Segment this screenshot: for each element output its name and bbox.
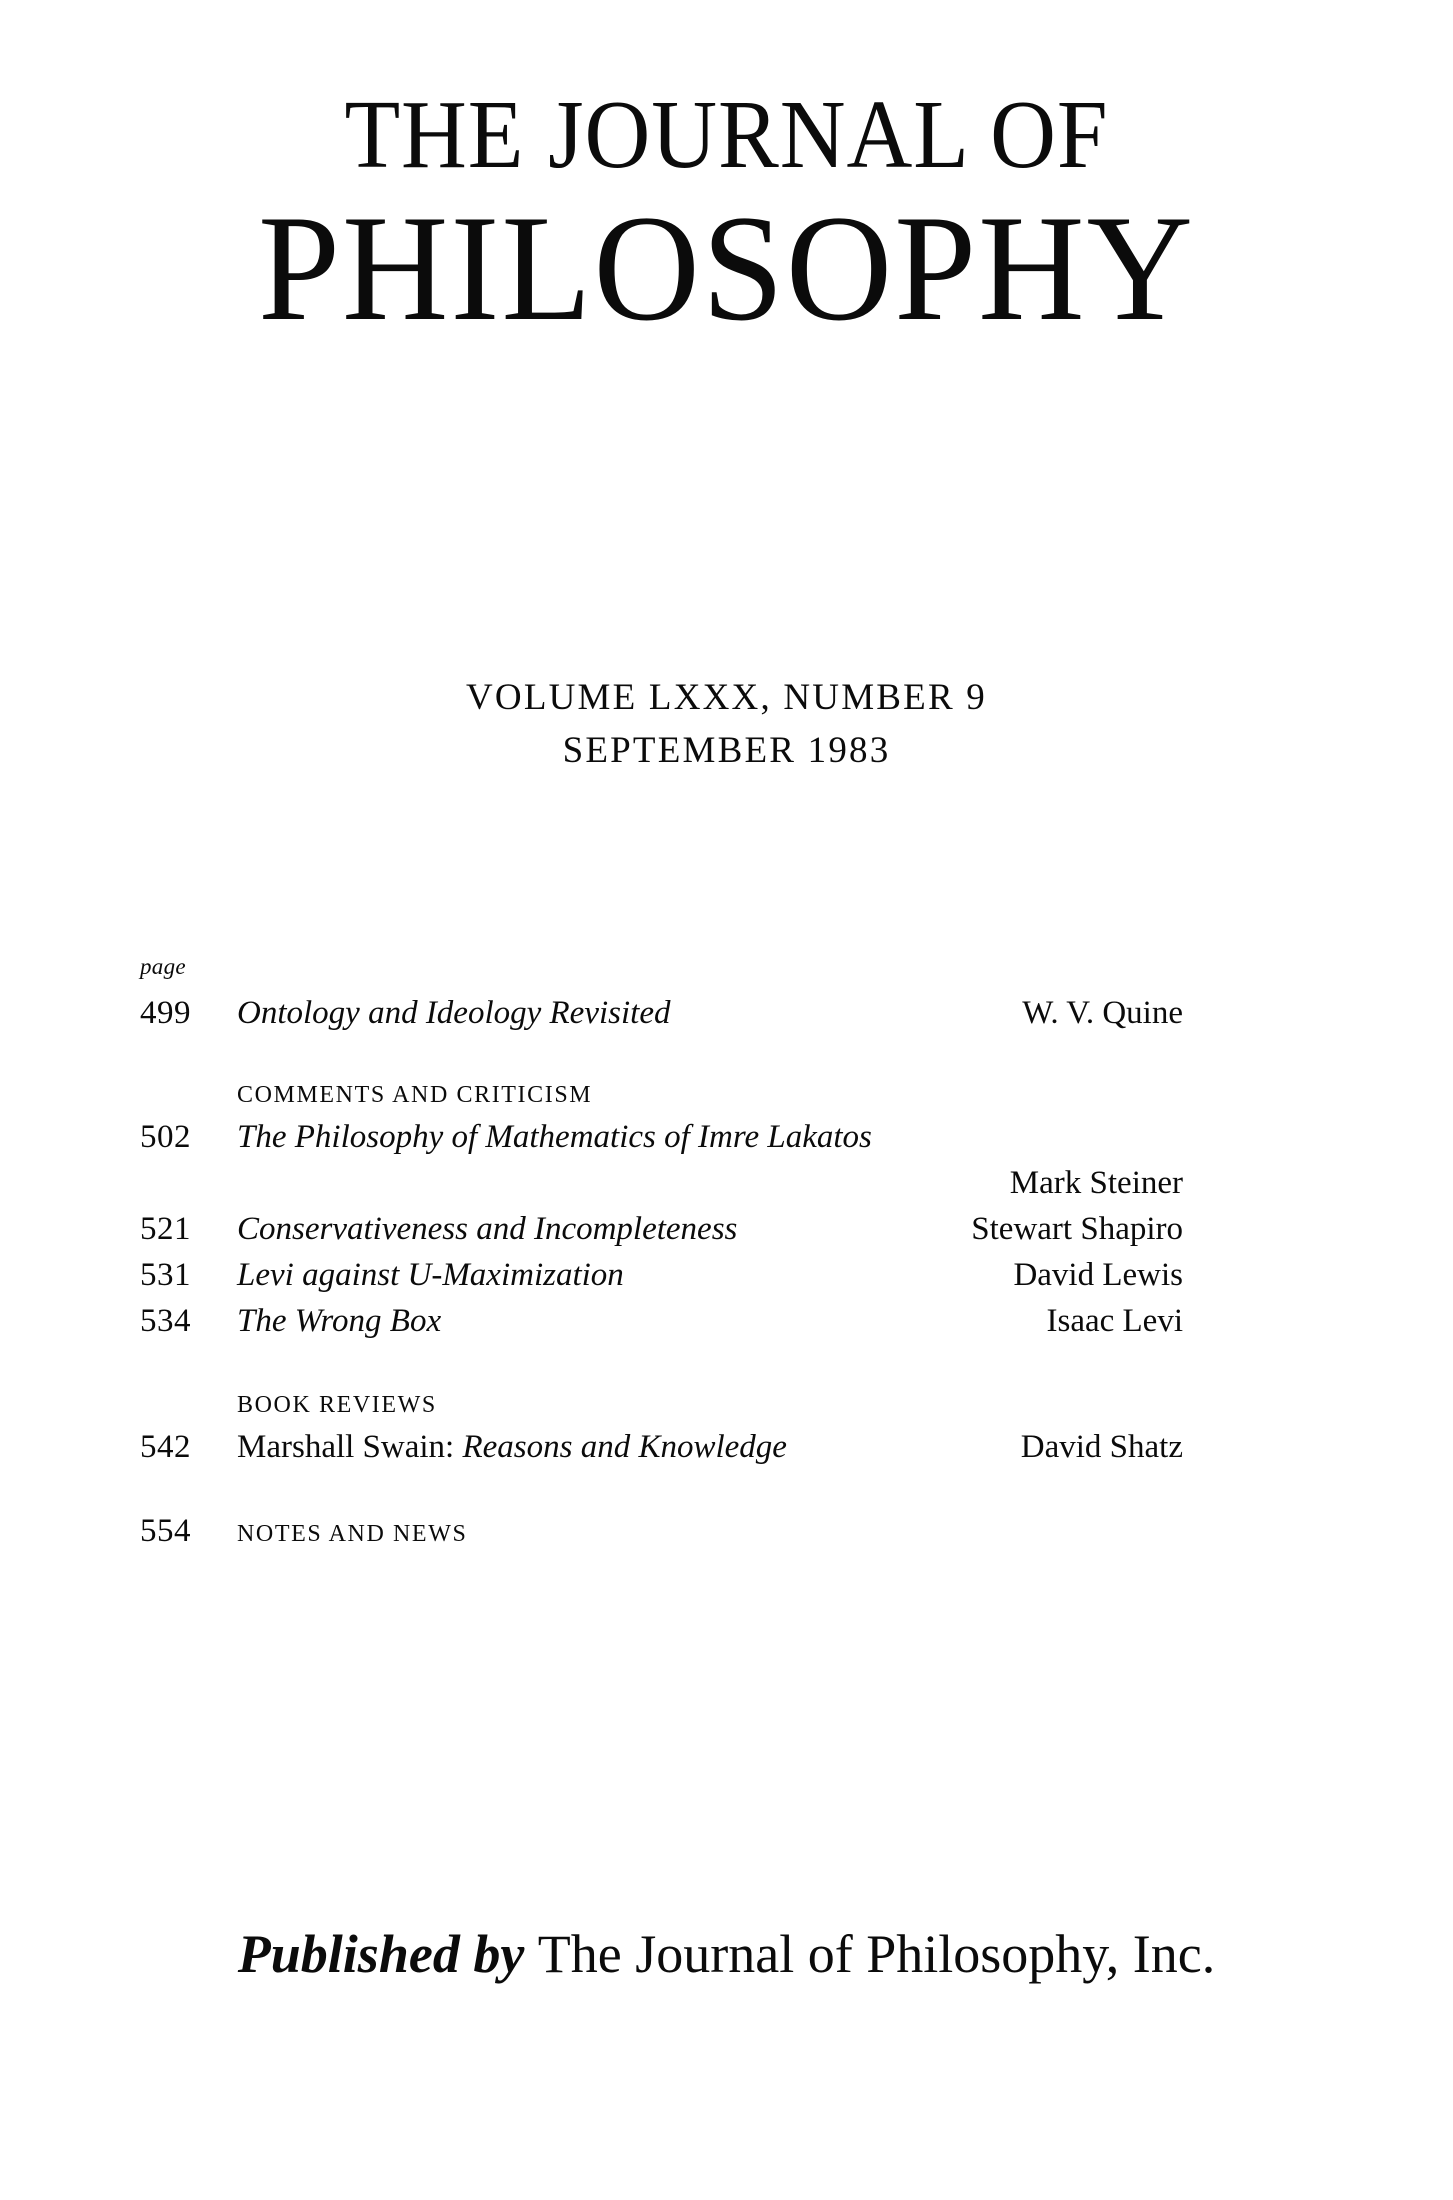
page-column-label: page xyxy=(140,954,186,979)
table-of-contents xyxy=(140,955,1183,1557)
toc-entry-page-number: 554 xyxy=(140,1513,191,1549)
toc-entry-author: Stewart Shapiro xyxy=(971,1211,1183,1247)
toc-entry[interactable] xyxy=(140,1206,1183,1252)
spacer xyxy=(140,1036,1183,1076)
toc-entry-author: Isaac Levi xyxy=(1046,1303,1183,1339)
masthead-line-2: PHILOSOPHY xyxy=(258,184,1195,352)
toc-section-heading-comments-and-criticism: COMMENTS AND CRITICISM xyxy=(237,1082,593,1108)
toc-entry[interactable] xyxy=(140,1114,1183,1160)
toc-entry[interactable] xyxy=(140,1252,1183,1298)
publisher-line xyxy=(0,1925,1453,1984)
toc-entry-title: NOTES AND NEWS xyxy=(237,1521,468,1547)
toc-entry-title: The Philosophy of Mathematics of Imre Lakatos xyxy=(237,1119,872,1155)
toc-entry[interactable] xyxy=(140,1424,1183,1470)
spacer xyxy=(140,1344,1183,1386)
toc-entry-title: Conservativeness and Incompleteness xyxy=(237,1211,738,1247)
toc-entry[interactable] xyxy=(140,990,1183,1036)
toc-entry-title-book-author: Marshall Swain: xyxy=(237,1429,455,1465)
masthead xyxy=(0,81,1453,352)
toc-entry-author: David Lewis xyxy=(1013,1257,1183,1293)
masthead-line-1: THE JOURNAL OF xyxy=(344,81,1109,189)
toc-entry-title: The Wrong Box xyxy=(237,1303,442,1339)
spacer xyxy=(140,1470,1183,1508)
publisher-name: The Journal of Philosophy, Inc. xyxy=(537,1924,1216,1984)
toc-entry-page-number: 499 xyxy=(140,995,191,1031)
toc-entry-title xyxy=(237,1424,1021,1470)
toc-entry-page-number: 534 xyxy=(140,1303,191,1339)
issue-date-line: SEPTEMBER 1983 xyxy=(562,729,891,771)
toc-entry-author: David Shatz xyxy=(1020,1429,1183,1465)
toc-entry[interactable] xyxy=(140,1298,1183,1344)
publisher-prefix: Published by xyxy=(237,1924,525,1984)
volume-number-line: VOLUME LXXX, NUMBER 9 xyxy=(465,677,988,718)
toc-entry[interactable] xyxy=(140,1508,1183,1557)
toc-entry-title-book-name: Reasons and Knowledge xyxy=(462,1429,787,1465)
toc-entry-author: W. V. Quine xyxy=(1022,995,1183,1031)
toc-section-heading-book-reviews: BOOK REVIEWS xyxy=(237,1392,437,1418)
toc-entry-page-number: 502 xyxy=(140,1119,191,1155)
toc-entry-page-number: 521 xyxy=(140,1211,191,1247)
issue-identification xyxy=(0,672,1453,777)
toc-entry-page-number: 542 xyxy=(140,1429,191,1465)
toc-entry-author: Mark Steiner xyxy=(1009,1165,1183,1201)
publisher-spacer xyxy=(524,1924,538,1984)
toc-entry-page-number: 531 xyxy=(140,1257,191,1293)
toc-entry-title: Ontology and Ideology Revisited xyxy=(237,995,671,1031)
toc-entry-title: Levi against U-Maximization xyxy=(237,1257,624,1293)
